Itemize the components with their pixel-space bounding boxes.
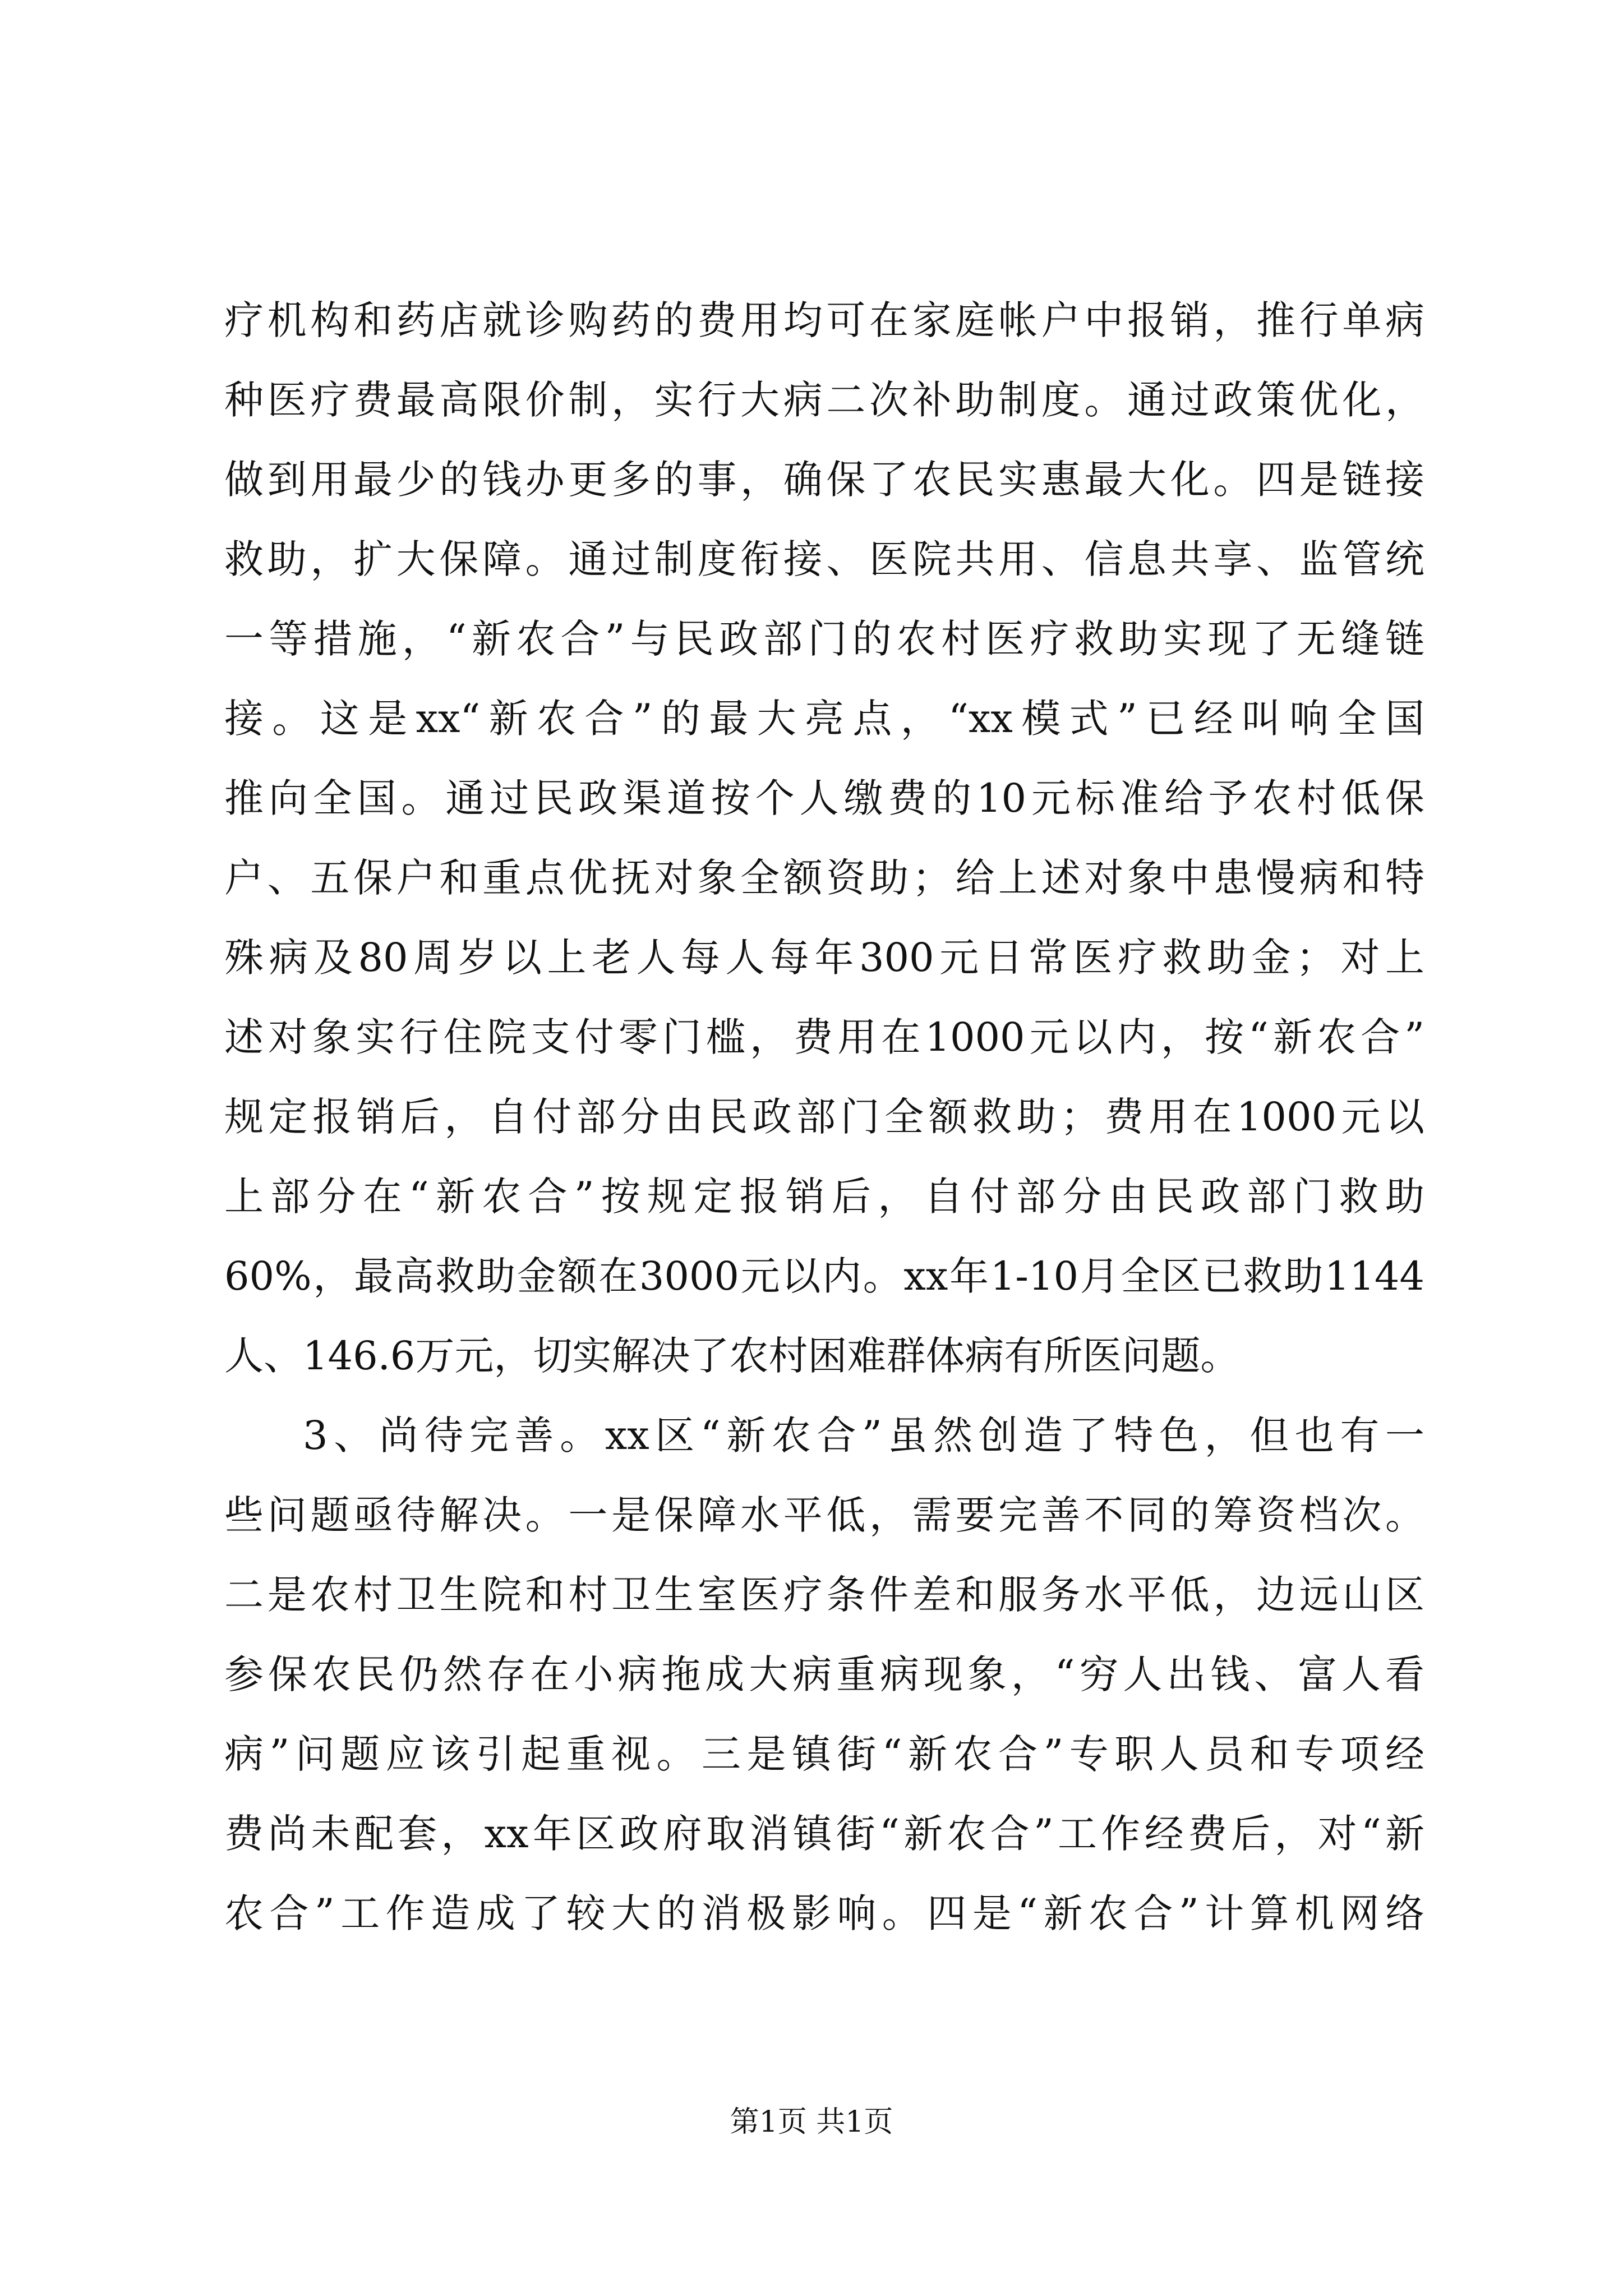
text-line: 疗机构和药店就诊购药的费用均可在家庭帐户中报销，推行单病	[224, 297, 1424, 343]
text-line: 病”问题应该引起重视。三是镇街“新农合”专职人员和专项经	[224, 1731, 1424, 1777]
text-line: 做到用最少的钱办更多的事，确保了农民实惠最大化。四是链接	[224, 457, 1424, 503]
text-line: 接。这是xx“新农合”的最大亮点，“xx模式”已经叫响全国	[224, 696, 1424, 742]
text-line: 殊病及80周岁以上老人每人每年300元日常医疗救助金；对上	[224, 935, 1424, 981]
text-line: 上部分在“新农合”按规定报销后，自付部分由民政部门救助	[224, 1174, 1424, 1220]
text-line: 费尚未配套，xx年区政府取消镇街“新农合”工作经费后，对“新	[224, 1811, 1424, 1857]
text-line: 参保农民仍然存在小病拖成大病重病现象，“穷人出钱、富人看	[224, 1651, 1424, 1697]
text-line: 述对象实行住院支付零门槛，费用在1000元以内，按“新农合”	[224, 1014, 1424, 1060]
text-line: 种医疗费最高限价制，实行大病二次补助制度。通过政策优化，	[224, 377, 1424, 423]
text-line: 户、五保户和重点优抚对象全额资助；给上述对象中患慢病和特	[224, 855, 1424, 901]
text-line: 3、尚待完善。xx区“新农合”虽然创造了特色，但也有一	[303, 1412, 1424, 1458]
page-number-label: 第1页 共1页	[730, 2105, 893, 2139]
text-line: 二是农村卫生院和村卫生室医疗条件差和服务水平低，边远山区	[224, 1572, 1424, 1618]
text-line: 人、146.6万元，切实解决了农村困难群体病有所医问题。	[224, 1333, 1240, 1379]
text-line: 60%，最高救助金额在3000元以内。xx年1-10月全区已救助1144	[224, 1253, 1424, 1299]
text-line: 些问题亟待解决。一是保障水平低，需要完善不同的筹资档次。	[224, 1492, 1424, 1538]
document-body	[224, 280, 1424, 1953]
page-footer	[0, 2098, 1623, 2140]
paragraph-1	[224, 280, 1424, 1396]
text-line: 救助，扩大保障。通过制度衔接、医院共用、信息共享、监管统	[224, 536, 1424, 582]
text-line: 规定报销后，自付部分由民政部门全额救助；费用在1000元以	[224, 1094, 1424, 1140]
text-line: 农合”工作造成了较大的消极影响。四是“新农合”计算机网络	[224, 1890, 1424, 1936]
paragraph-2	[224, 1396, 1424, 1953]
text-line: 推向全国。通过民政渠道按个人缴费的10元标准给予农村低保	[224, 775, 1424, 821]
text-line: 一等措施，“新农合”与民政部门的农村医疗救助实现了无缝链	[224, 616, 1424, 662]
